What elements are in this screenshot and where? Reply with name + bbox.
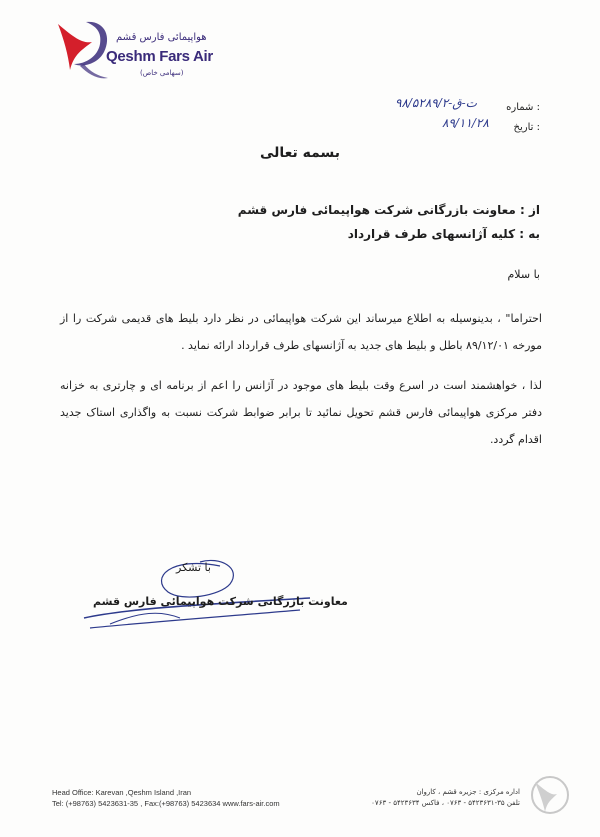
footer-phone-en: Tel: (+98763) 5423631-35 , Fax:(+98763) 5423634 www.fars-air.com bbox=[52, 799, 280, 808]
footer-logo-watermark-icon bbox=[527, 772, 573, 818]
greeting: با سلام bbox=[507, 268, 540, 281]
number-value: ۹۸/۵۲۸۹/۲-ت-ق bbox=[395, 96, 477, 110]
body-paragraph-2: لذا ، خواهشمند است در اسرع وقت بلیط های موجود در آژانس را اعم از برنامه ای و چارتری به خزانه دفتر مرکزی هواپیمائی فارس قشم تحویل نمائید تا برابر ضوابط شرکت نسبت به واگذاری استاک جدید اقدام گردد. bbox=[60, 379, 542, 446]
date-value: ۸۹/۱۱/۲۸ bbox=[442, 116, 489, 130]
letter-heading: بسمه تعالی bbox=[259, 145, 341, 161]
footer-phone-fa: تلفن ۳۵-۵۴۲۳۶۳۱ - ۰۷۶۳ ، فاکس ۵۴۲۳۶۳۴ - ۰۷۶۳ bbox=[371, 799, 520, 807]
company-name-en: Qeshm Fars Air bbox=[106, 48, 213, 65]
company-name-fa: هواپیمائی فارس قشم bbox=[116, 32, 207, 43]
footer-persian bbox=[371, 787, 520, 809]
number-label: شماره : bbox=[506, 102, 540, 113]
footer-address-en: Head Office: Karevan ,Qeshm Island ,Iran bbox=[52, 788, 192, 797]
body-paragraph-1: احتراما" ، بدینوسیله به اطلاع میرساند این شرکت هواپیمائی در نظر دارد بلیط های قدیمی شرکت را از مورخه ۸۹/۱۲/۰۱ باطل و بلیط های جدید به آژانسهای طرف قرارداد ارائه نماید . bbox=[60, 312, 542, 352]
signature-title: معاونت بازرگانی شرکت هواپیمائی فارس قشم bbox=[93, 595, 348, 608]
date-label: تاریخ : bbox=[513, 122, 540, 133]
footer-address-fa: اداره مرکزی : جزیره قشم ، کاروان bbox=[416, 788, 520, 796]
footer-english bbox=[52, 787, 280, 809]
from-line: از : معاونت بازرگانی شرکت هواپیمائی فارس قشم bbox=[237, 203, 540, 217]
bird-logo-icon bbox=[52, 14, 114, 84]
company-type: (سهامی خاص) bbox=[140, 69, 184, 77]
company-letterhead bbox=[52, 14, 213, 84]
to-line: به : کلیه آژانسهای طرف قرارداد bbox=[347, 227, 540, 241]
signature-thanks: با تشکر bbox=[176, 561, 211, 574]
